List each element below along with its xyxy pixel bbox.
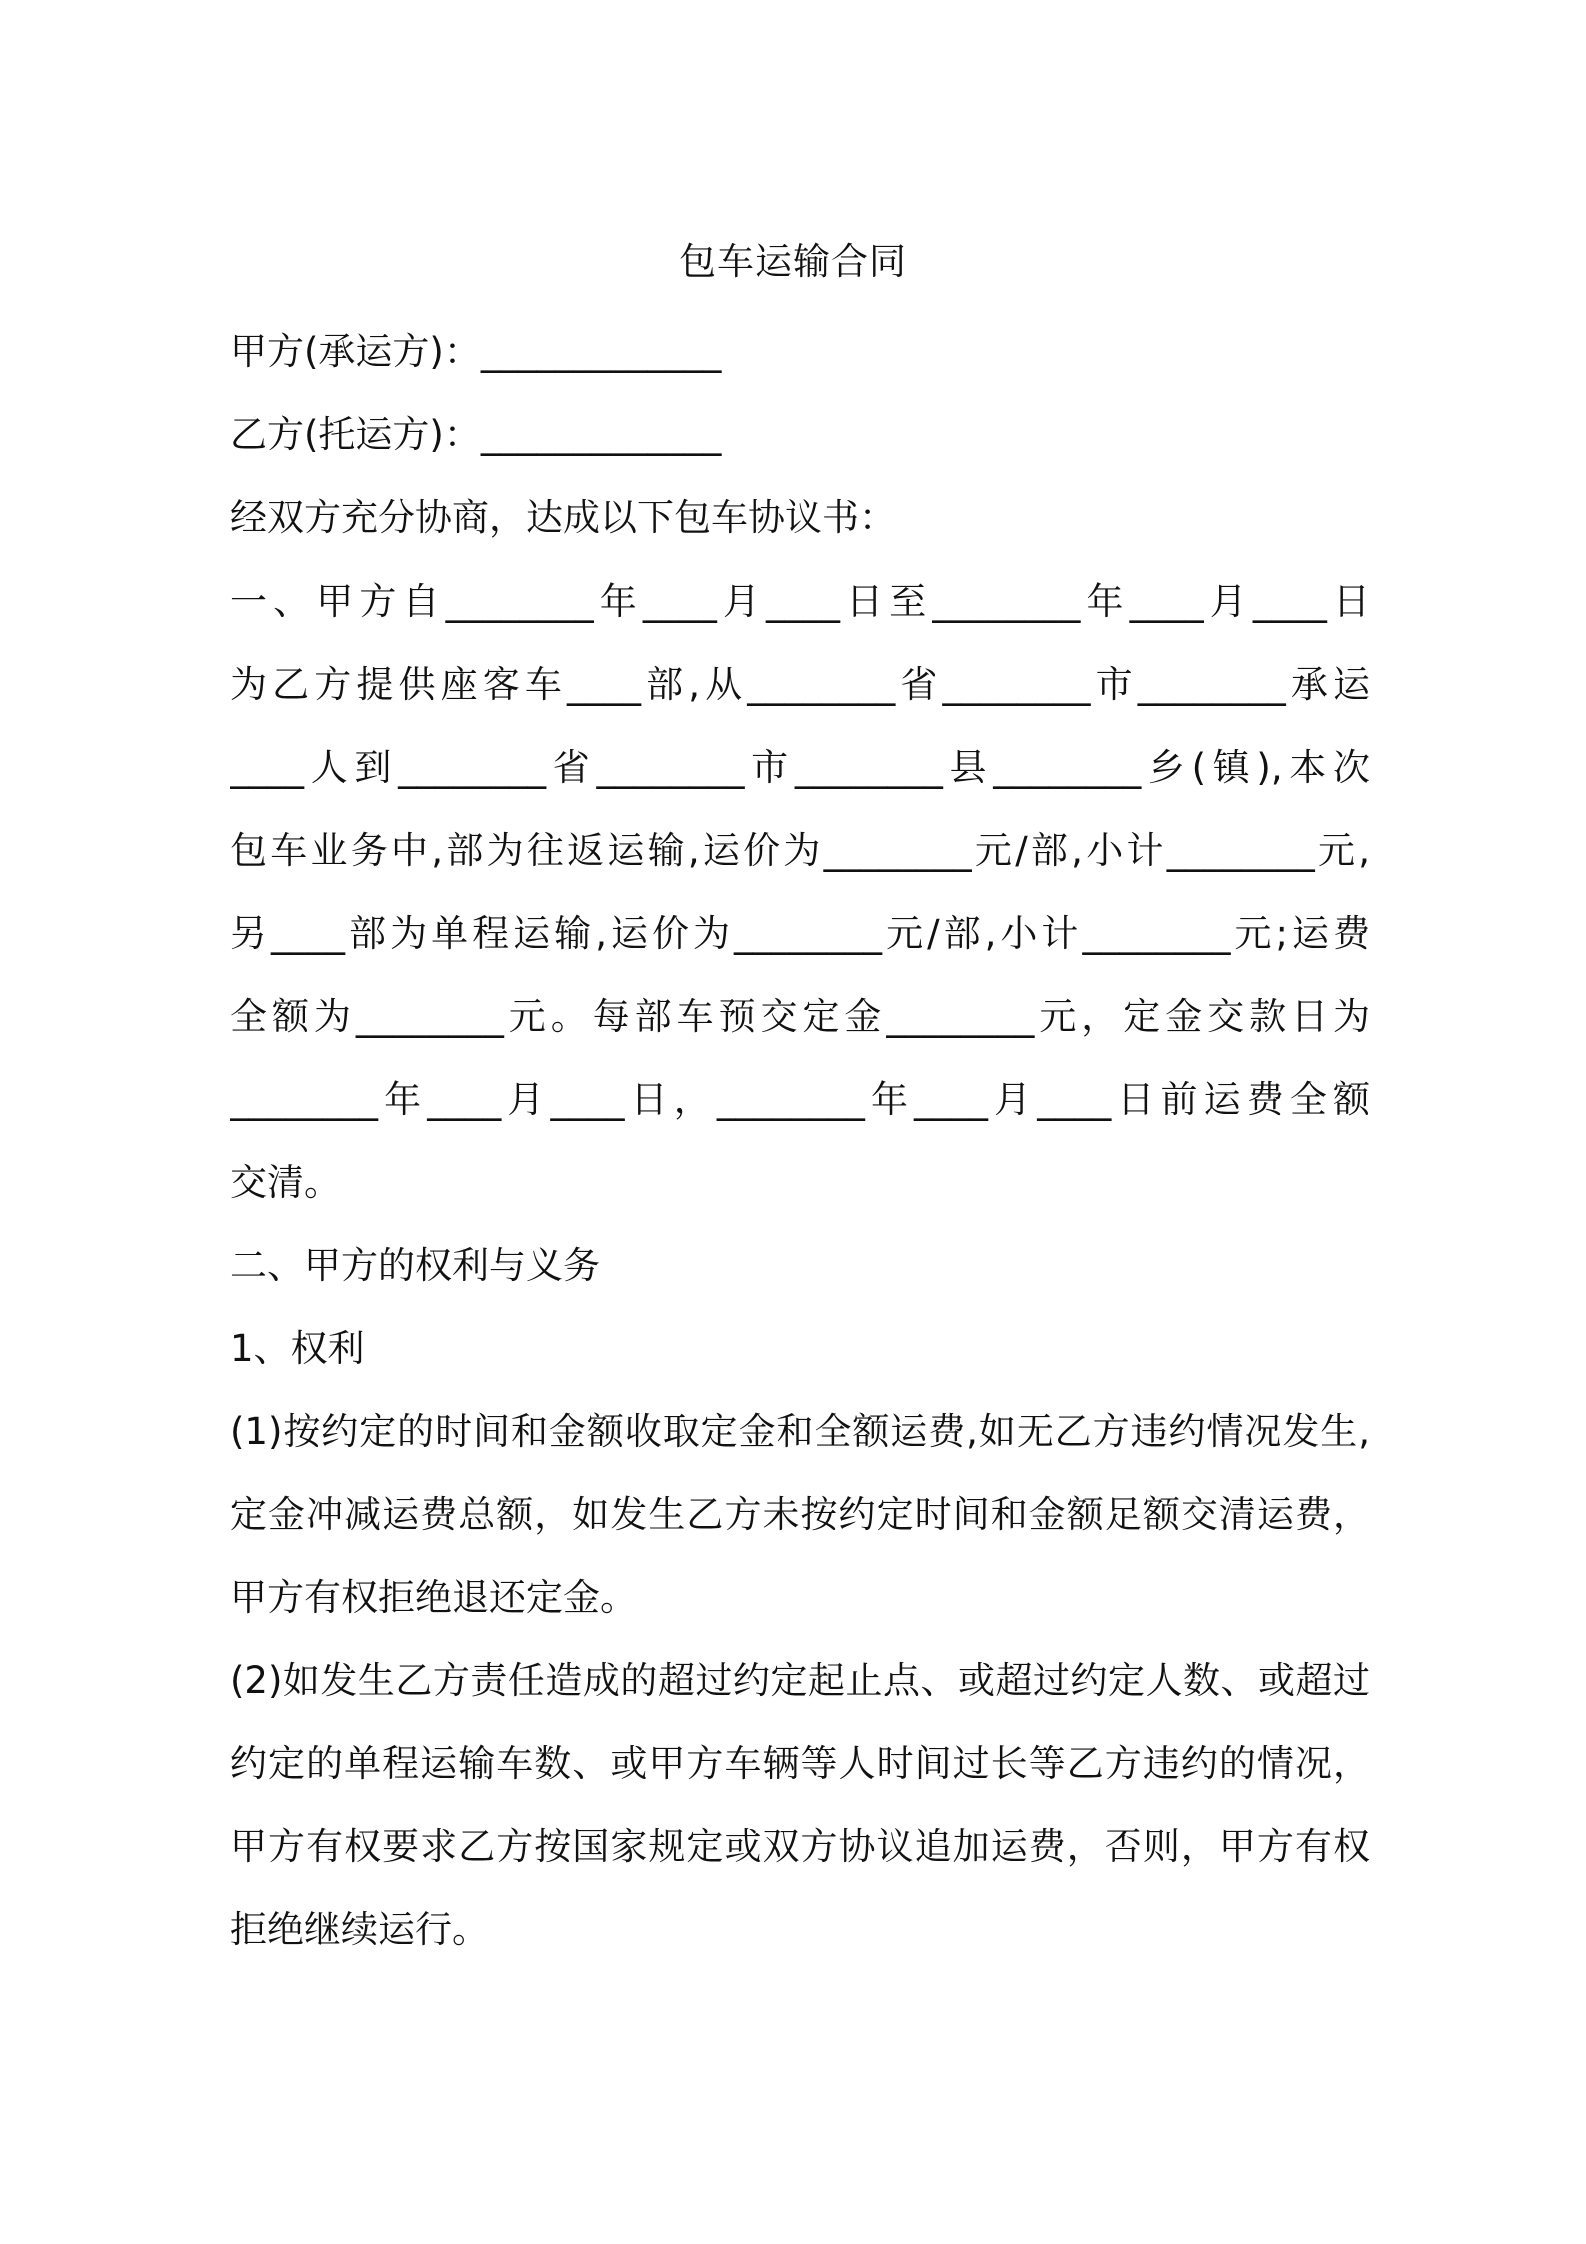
- intro-line: 经双方充分协商，达成以下包车协议书：: [230, 496, 896, 539]
- right-2-line-4: 拒绝继续运行。: [230, 1908, 489, 1951]
- right-1-line-2: 定金冲减运费总额，如发生乙方未按约定时间和金额足额交清运费，: [230, 1493, 1370, 1536]
- right-2-line-2: 约定的单程运输车数、或甲方车辆等人时间过长等乙方违约的情况，: [230, 1742, 1370, 1785]
- subsection-rights-heading: 1、权利: [230, 1327, 365, 1370]
- right-2-line-3: 甲方有权要求乙方按国家规定或双方协议追加运费，否则，甲方有权: [230, 1825, 1370, 1868]
- clause-1-line-7: ________年____月____日，________年____月____日前运费全额: [230, 1078, 1370, 1121]
- party-b-line: 乙方(托运方)：_____________: [230, 413, 722, 456]
- party-a-line: 甲方(承运方)：_____________: [230, 330, 722, 373]
- clause-1-line-4: 包车业务中,部为往返运输,运价为________元/部,小计________元,: [230, 829, 1370, 872]
- right-1-line-1: (1)按约定的时间和金额收取定金和全额运费,如无乙方违约情况发生,: [230, 1410, 1370, 1453]
- clause-1-line-1: 一、甲方自________年____月____日至________年____月____日: [230, 580, 1370, 623]
- clause-1-line-3: ____人到________省________市________县________乡(镇),本次: [230, 746, 1370, 789]
- clause-1-line-6: 全额为________元。每部车预交定金________元，定金交款日为: [230, 995, 1370, 1038]
- clause-1-line-2: 为乙方提供座客车____部,从________省________市________承运: [230, 663, 1370, 706]
- right-1-line-3: 甲方有权拒绝退还定金。: [230, 1576, 637, 1619]
- document-title: 包车运输合同: [679, 240, 907, 283]
- right-2-line-1: (2)如发生乙方责任造成的超过约定起止点、或超过约定人数、或超过: [230, 1659, 1370, 1702]
- clause-1-line-5: 另____部为单程运输,运价为________元/部,小计________元;运费: [230, 912, 1370, 955]
- clause-1-line-8: 交清。: [230, 1161, 341, 1204]
- section-2-heading: 二、甲方的权利与义务: [230, 1244, 600, 1287]
